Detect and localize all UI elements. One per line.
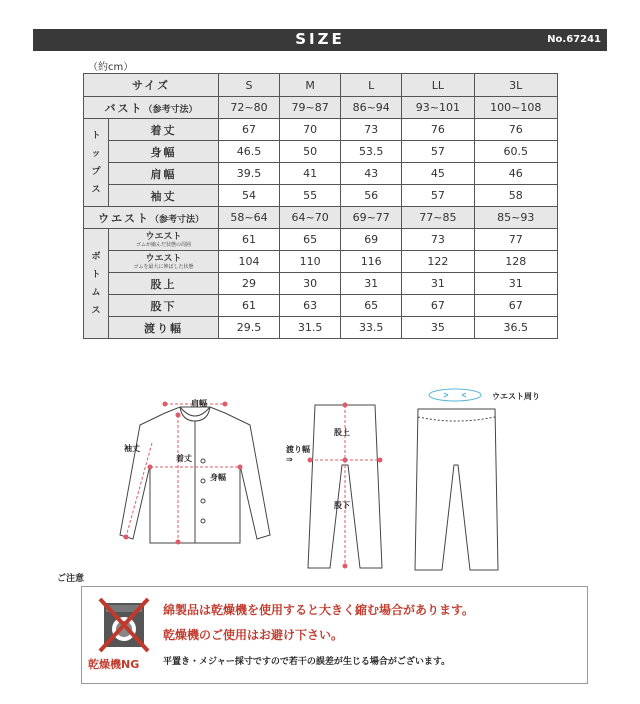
page-title: SIZE — [295, 30, 345, 48]
cell: 69~77 — [341, 207, 402, 229]
table-row — [84, 317, 558, 339]
cell: 41 — [280, 163, 341, 185]
cell: 31.5 — [280, 317, 341, 339]
cell: 128 — [474, 251, 558, 273]
cell: 57 — [402, 185, 474, 207]
cell: 39.5 — [219, 163, 280, 185]
table-row — [84, 273, 558, 295]
cell: 65 — [341, 295, 402, 317]
cell: 85~93 — [474, 207, 558, 229]
row-label: 袖丈 — [109, 185, 219, 207]
table-row — [84, 97, 558, 119]
cell: 70 — [280, 119, 341, 141]
cell: 110 — [280, 251, 341, 273]
cell: 31 — [341, 273, 402, 295]
tops-group-label: ト ッ プ ス — [84, 119, 109, 207]
cell: 76 — [402, 119, 474, 141]
table-row — [84, 295, 558, 317]
pants-waist-diagram — [410, 385, 505, 575]
row-label: 股上 — [109, 273, 219, 295]
cell: 73 — [402, 229, 474, 251]
cell: 61 — [219, 295, 280, 317]
cell: 72~80 — [219, 97, 280, 119]
cell: 29.5 — [219, 317, 280, 339]
row-label: 股下 — [109, 295, 219, 317]
cell: 56 — [341, 185, 402, 207]
cell: 60.5 — [474, 141, 558, 163]
table-row — [84, 229, 558, 251]
size-header — [33, 29, 607, 51]
row-label: 身幅 — [109, 141, 219, 163]
note-line-1: 綿製品は乾燥機を使用すると大きく縮む場合があります。 — [163, 603, 475, 617]
cell: 77 — [474, 229, 558, 251]
note-line-3: 平置き・メジャー採寸ですので若干の誤差が生じる場合がございます。 — [163, 657, 451, 667]
notes-title: ご注意 — [57, 574, 85, 584]
table-row — [84, 207, 558, 229]
inseam-label: 股下 — [334, 501, 350, 510]
cell: 86~94 — [341, 97, 402, 119]
cell: 55 — [280, 185, 341, 207]
cell: 67 — [474, 295, 558, 317]
cell: 67 — [219, 119, 280, 141]
shirt-diagram — [110, 395, 280, 555]
cell: 36.5 — [474, 317, 558, 339]
length-label: 着丈 — [176, 454, 192, 463]
corner-cell: サイズ — [84, 74, 219, 97]
cell: 104 — [219, 251, 280, 273]
cell: 54 — [219, 185, 280, 207]
waist-around-label: ウエスト周り — [492, 392, 540, 401]
cell: 58~64 — [219, 207, 280, 229]
rise-label: 股上 — [334, 428, 350, 437]
bust-label: バスト（参考寸法） — [84, 97, 219, 119]
cell: 50 — [280, 141, 341, 163]
cell: 100~108 — [474, 97, 558, 119]
size-col: S — [219, 74, 280, 97]
row-label: 肩幅 — [109, 163, 219, 185]
product-number: No.67241 — [547, 34, 601, 45]
table-header-row — [84, 74, 558, 97]
table-row — [84, 163, 558, 185]
cell: 43 — [341, 163, 402, 185]
bottoms-group-label: ボ ト ム ス — [84, 229, 109, 339]
cell: 79~87 — [280, 97, 341, 119]
cell: 35 — [402, 317, 474, 339]
row-label: 着丈 — [109, 119, 219, 141]
table-row — [84, 251, 558, 273]
chest-label: 身幅 — [210, 473, 226, 482]
size-col: LL — [402, 74, 474, 97]
cell: 63 — [280, 295, 341, 317]
cell: 69 — [341, 229, 402, 251]
cell: 61 — [219, 229, 280, 251]
dryer-ng-icon — [98, 597, 150, 653]
cell: 122 — [402, 251, 474, 273]
cell: 30 — [280, 273, 341, 295]
size-col: 3L — [474, 74, 558, 97]
row-label: 渡り幅 — [109, 317, 219, 339]
cell: 65 — [280, 229, 341, 251]
thigh-label: 渡り幅 ⇒ — [286, 445, 310, 464]
size-table — [83, 73, 558, 339]
cell: 31 — [474, 273, 558, 295]
size-col: L — [341, 74, 402, 97]
notes-box — [81, 586, 588, 684]
row-label: ウエスト ゴムが縮んだ状態の周囲 — [109, 229, 219, 251]
cell: 77~85 — [402, 207, 474, 229]
table-row — [84, 185, 558, 207]
row-label: ウエスト ゴムを最大に伸ばした状態 — [109, 251, 219, 273]
dryer-ng-label: 乾燥機NG — [88, 658, 140, 671]
cell: 58 — [474, 185, 558, 207]
cell: 46 — [474, 163, 558, 185]
shoulder-label: 肩幅 — [191, 399, 207, 408]
size-col: M — [280, 74, 341, 97]
note-line-2: 乾燥機のご使用はお避け下さい。 — [163, 628, 344, 642]
cell: 64~70 — [280, 207, 341, 229]
cell: 67 — [402, 295, 474, 317]
cell: 76 — [474, 119, 558, 141]
cell: 116 — [341, 251, 402, 273]
waist-label: ウエスト（参考寸法） — [84, 207, 219, 229]
cell: 45 — [402, 163, 474, 185]
table-row — [84, 119, 558, 141]
cell: 73 — [341, 119, 402, 141]
cell: 53.5 — [341, 141, 402, 163]
cell: 57 — [402, 141, 474, 163]
cell: 93~101 — [402, 97, 474, 119]
unit-label: （約cm） — [88, 62, 134, 73]
cell: 31 — [402, 273, 474, 295]
cell: 29 — [219, 273, 280, 295]
cell: 46.5 — [219, 141, 280, 163]
sleeve-label: 袖丈 — [124, 444, 140, 453]
table-row — [84, 141, 558, 163]
cell: 33.5 — [341, 317, 402, 339]
